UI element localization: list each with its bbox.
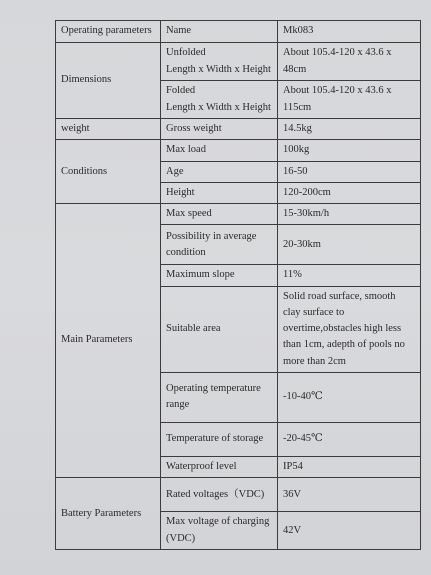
op-temp-value: -10-40℃ bbox=[278, 372, 421, 422]
name-label: Name bbox=[161, 21, 278, 43]
folded-label: Folded bbox=[166, 85, 196, 97]
suitable-area-value: Solid road surface, smooth clay surface to overtime,obstacles high less than 1cm, adepth of pools no more than 2cm bbox=[278, 286, 421, 372]
rated-voltage-value: 36V bbox=[278, 478, 421, 512]
storage-temp-label: Temperature of storage bbox=[161, 422, 278, 456]
folded-sub: Length x Width x Height bbox=[166, 101, 271, 113]
weight-group: weight bbox=[56, 119, 161, 140]
waterproof-value: IP54 bbox=[278, 456, 421, 477]
conditions-group: Conditions bbox=[56, 140, 161, 204]
main-parameters-group: Main Parameters bbox=[56, 204, 161, 478]
waterproof-label: Waterproof level bbox=[161, 456, 278, 477]
max-speed-label: Max speed bbox=[161, 204, 278, 225]
table-row bbox=[56, 21, 421, 43]
folded-value: About 105.4-120 x 43.6 x 115cm bbox=[278, 81, 421, 119]
gross-weight-value: 14.5kg bbox=[278, 119, 421, 140]
unfolded-sub: Length x Width x Height bbox=[166, 63, 271, 75]
storage-temp-value: -20-45℃ bbox=[278, 422, 421, 456]
op-temp-label: Operating temperature range bbox=[161, 372, 278, 422]
suitable-area-label: Suitable area bbox=[161, 286, 278, 372]
battery-parameters-group: Battery Parameters bbox=[56, 478, 161, 550]
unfolded-value: About 105.4-120 x 43.6 x 48cm bbox=[278, 43, 421, 81]
max-load-value: 100kg bbox=[278, 140, 421, 161]
table-row bbox=[56, 478, 421, 512]
dimensions-group: Dimensions bbox=[56, 43, 161, 119]
folded-label-cell bbox=[161, 81, 278, 119]
slope-label: Maximum slope bbox=[161, 265, 278, 286]
max-charging-value: 42V bbox=[278, 512, 421, 550]
name-value: Mk083 bbox=[278, 21, 421, 43]
height-value: 120-200cm bbox=[278, 182, 421, 203]
table-row bbox=[56, 119, 421, 140]
gross-weight-label: Gross weight bbox=[161, 119, 278, 140]
max-load-label: Max load bbox=[161, 140, 278, 161]
table-row bbox=[56, 204, 421, 225]
unfolded-label-cell bbox=[161, 43, 278, 81]
max-speed-value: 15-30km/h bbox=[278, 204, 421, 225]
rated-voltage-label: Rated voltages（VDC) bbox=[161, 478, 278, 512]
max-charging-label: Max voltage of charging (VDC) bbox=[161, 512, 278, 550]
unfolded-label: Unfolded bbox=[166, 47, 206, 59]
table-row bbox=[56, 43, 421, 81]
table-row bbox=[56, 140, 421, 161]
possibility-value: 20-30km bbox=[278, 225, 421, 265]
height-label: Height bbox=[161, 182, 278, 203]
age-value: 16-50 bbox=[278, 161, 421, 182]
spec-table bbox=[55, 20, 421, 550]
possibility-label: Possibility in average condition bbox=[161, 225, 278, 265]
slope-value: 11% bbox=[278, 265, 421, 286]
age-label: Age bbox=[161, 161, 278, 182]
header-cell: Operating parameters bbox=[56, 21, 161, 43]
